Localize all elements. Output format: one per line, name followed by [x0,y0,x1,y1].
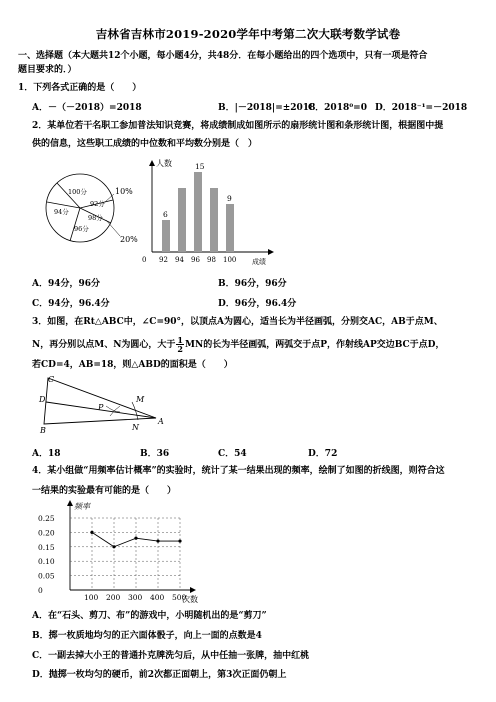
q2-option-b[interactable]: B．96分，96分 [218,279,287,289]
label-c: C [48,375,55,384]
q3-stem: 3．如图，在Rt△ABC中，∠C=90°，以顶点A为圆心，适当长为半径画弧，分别交AC，AB于点M、 [32,317,443,327]
q3-option-b[interactable]: B．36 [140,449,170,459]
pie-label-92: 92分 [90,200,105,208]
q2-stem: 2．某单位若干名职工参加普法知识竞赛，将成绩制成如图所示的扇形统计图和条形统计图，根据图中提 [32,121,444,131]
frequency-point [156,539,159,542]
q3-stem-cont2: 若CD=4，AB=18，则△ABD的面积是（ ） [32,360,233,370]
q3-option-c[interactable]: C．54 [218,449,247,459]
q1-option-d[interactable]: D．2018⁻¹=－2018 [375,103,468,113]
page-title: 吉林省吉林市2019-2020学年中考第二次大联考数学试卷 [95,27,401,41]
label-d: D [39,395,46,404]
line-y-arrow [67,500,73,506]
section-heading-cont: 题目要求的．） [18,65,77,75]
q4-line-figure [34,500,204,604]
bar-tick-label: 100 [223,256,237,264]
label-n: N [132,423,139,432]
line-ytick-label: 0.05 [38,571,55,581]
frequency-point [90,531,93,534]
bar-94 [178,188,186,252]
line-xtick-label: 100 [84,593,99,602]
q3-option-a[interactable]: A．18 [32,449,61,459]
line-ylabel: 频率 [74,502,90,511]
line-ytick-label: 0.20 [38,528,55,538]
bar-y-arrow [149,160,155,166]
q2-option-d[interactable]: D．96分，96.4分 [218,299,297,309]
label-p: P [98,403,104,412]
fraction-denominator: 2 [177,344,183,354]
q1-option-c[interactable]: C．2018⁰=0 [308,103,367,113]
frequency-point [178,539,181,542]
q4-option-c[interactable]: C．一副去掉大小王的普通扑克牌洗匀后，从中任抽一张牌，抽中红桃 [32,651,310,661]
q2-stem-cont: 供的信息，这些职工成绩的中位数和平均数分别是（ ） [32,139,258,149]
bar-data-label: 6 [163,210,168,219]
bar-98 [210,188,218,252]
q3-option-d[interactable]: D．72 [308,449,338,459]
pie-label-96: 96分 [74,225,89,233]
line-xlabel: 次数 [182,595,198,604]
bar-origin: 0 [142,256,147,264]
pie-label-94: 94分 [54,208,69,216]
q1-option-a[interactable]: A．－（－2018）=2018 [32,103,142,113]
q2-option-a[interactable]: A．94分，96分 [32,279,101,289]
bar-ylabel: 人数 [156,159,172,168]
bar-data-label: 15 [195,162,205,171]
bar-tick-label: 98 [207,256,216,264]
q3-stem-cont [32,336,444,353]
q4-stem: 4．某小组做“用频率估计概率”的实验时，统计了某一结果出现的频率，绘制了如图的折线图，则符合这 [32,466,445,476]
line-ytick-label: 0 [38,586,43,595]
q1-option-b[interactable]: B．|－2018|=±2018 [218,103,316,113]
q4-stem-cont: 一结果的实验最有可能的是（ ） [32,486,177,496]
bar-100 [226,204,234,252]
line-xtick-label: 500 [172,593,187,602]
line-ytick-label: 0.10 [38,557,55,567]
q3-stem-part: N，再分别以点M、N为圆心，大于 [32,340,176,350]
bar-tick-label: 94 [175,256,184,264]
line-chart [38,500,198,604]
bar-x-arrow [268,249,274,255]
pie-outside-10: 10% [115,187,133,196]
q3-stem-part: MN的长为半径画弧，两弧交于点P，作射线AP交边BC于点D， [185,340,445,350]
q1-stem: 1．下列各式正确的是（ ） [18,83,142,93]
line-ytick-label: 0.25 [38,514,55,523]
bar-data-label: 9 [227,194,232,203]
line-xtick-label: 300 [128,593,143,602]
pie-label-100: 100分 [68,188,87,196]
line-xtick-label: 400 [150,593,165,602]
q3-fraction [176,336,184,353]
line-xtick-label: 200 [106,593,121,602]
pie-outside-20: 20% [120,235,138,244]
bar-tick-label: 96 [191,256,200,264]
bar-96 [194,172,202,252]
line-x-arrow [190,587,196,593]
fraction-numerator: 1 [177,335,183,345]
q4-option-b[interactable]: B．掷一枚质地均匀的正六面体骰子，向上一面的点数是4 [32,631,262,641]
frequency-point [134,537,137,540]
bar-92 [162,220,170,252]
bar-xlabel: 成绩 [252,258,266,266]
line-ytick-label: 0.15 [38,542,55,552]
bar-tick-label: 92 [159,256,168,264]
pie-chart [46,174,138,244]
q2-option-c[interactable]: C．94分，96.4分 [32,299,110,309]
q2-figures [40,156,280,272]
section-heading: 一、选择题（本大题共12个小题，每小题4分，共48分．在每小题给出的四个选项中，只有一项是符合 [18,51,428,61]
q3-triangle-figure [40,372,180,434]
label-m: M [136,395,145,404]
pie-leader-line [106,220,120,236]
pie-label-98: 98分 [88,214,103,222]
frequency-point [112,545,115,548]
label-b: B [40,426,46,435]
q4-option-a[interactable]: A．在“石头、剪刀、布”的游戏中，小明随机出的是“剪刀” [32,611,267,621]
label-a: A [158,417,164,426]
q4-option-d[interactable]: D．抛掷一枚均匀的硬币，前2次都正面朝上，第3次正面仍朝上 [32,670,287,680]
bar-chart [142,158,274,266]
